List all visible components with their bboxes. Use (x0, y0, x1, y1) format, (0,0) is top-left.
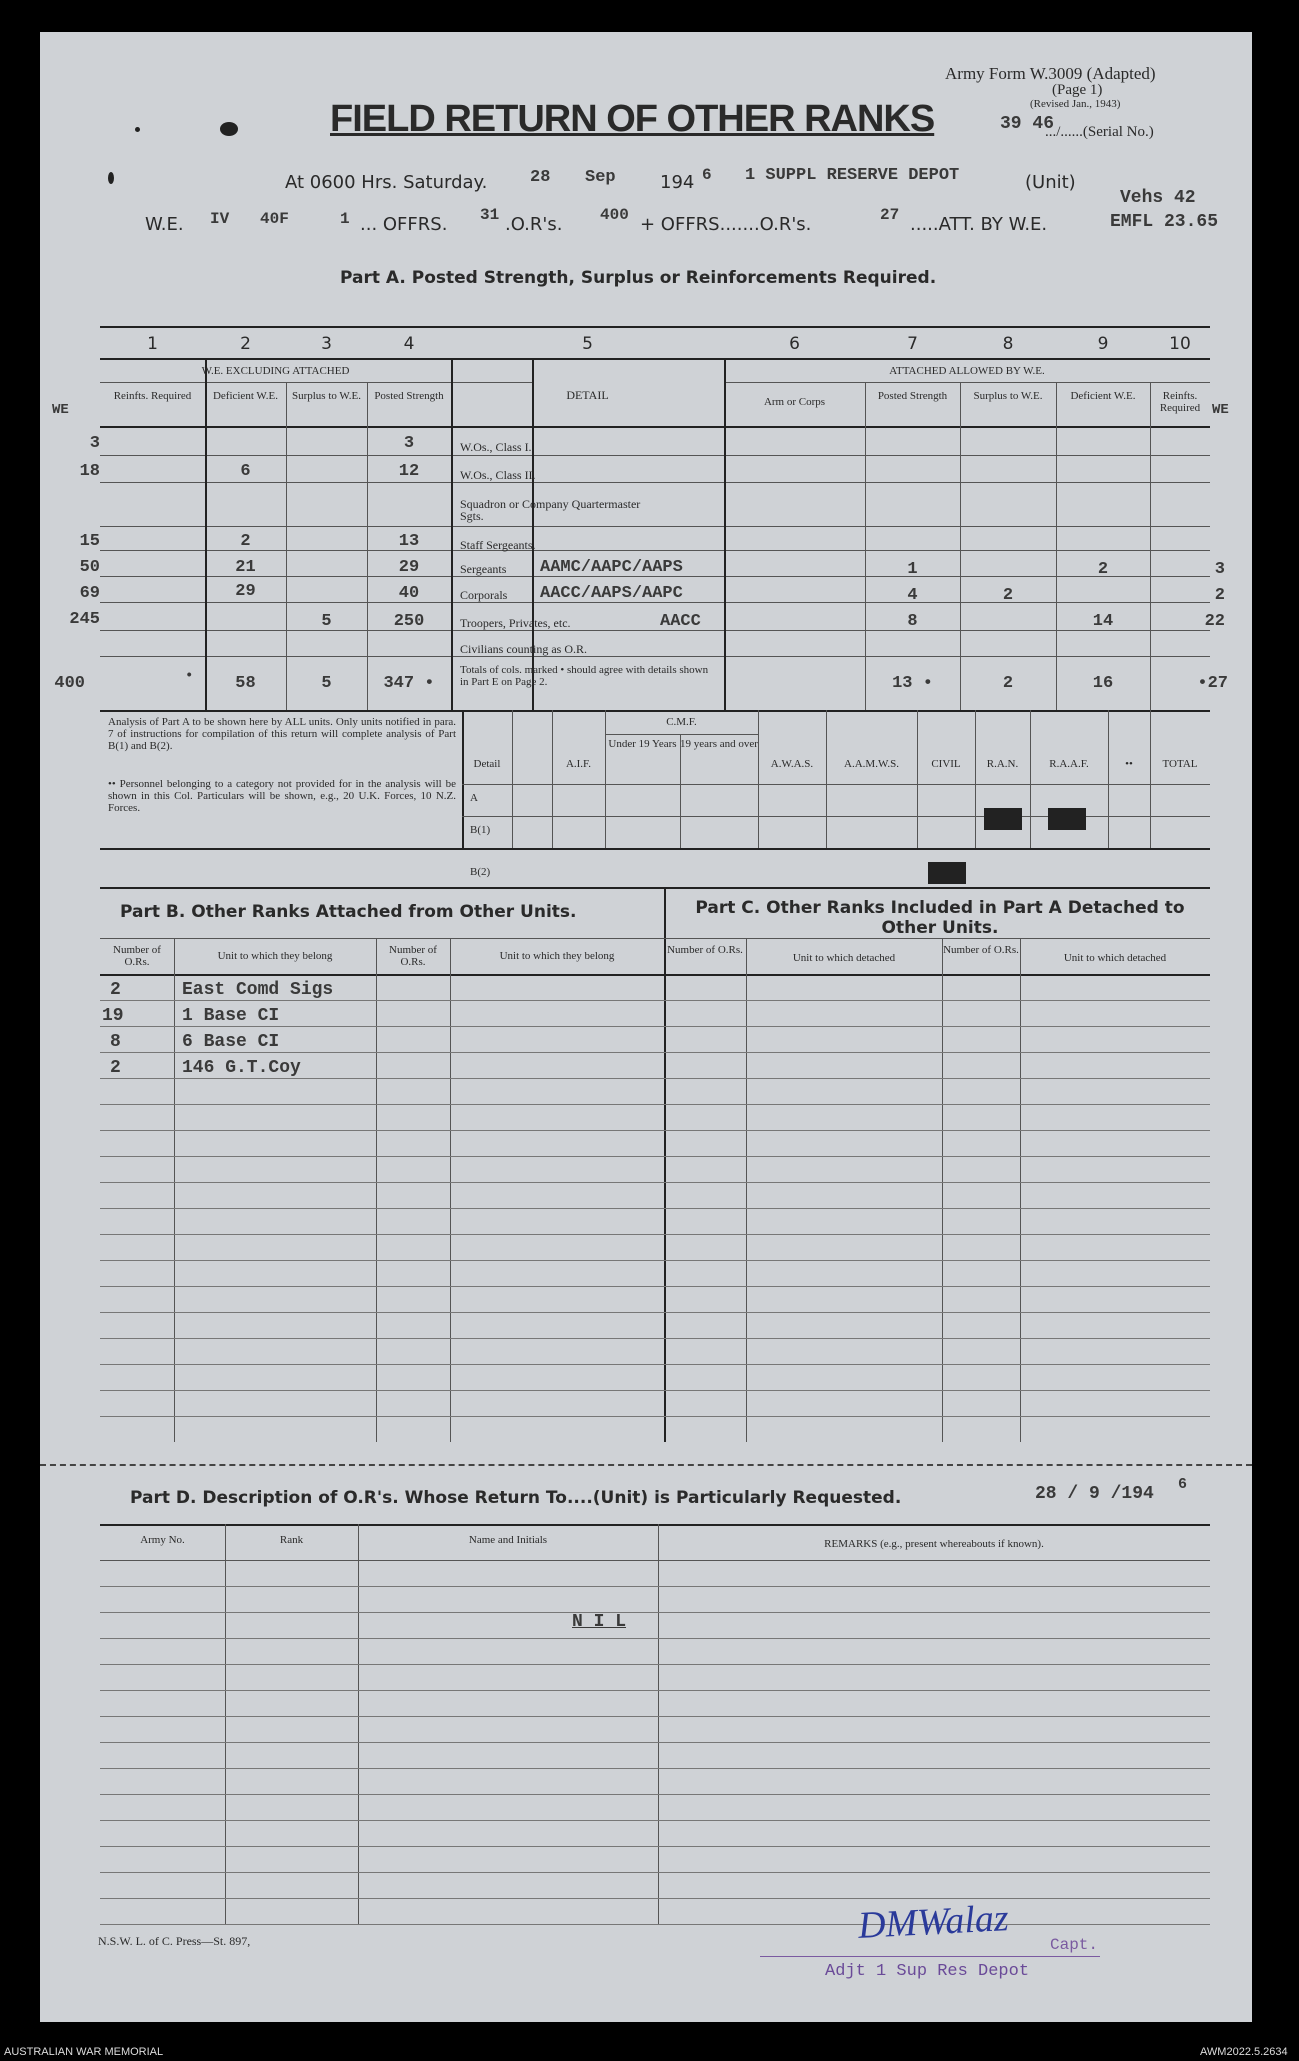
hdr-deficient-we: Deficient W.E. (212, 390, 279, 402)
row-detail: Squadron or Company Quartermaster Sgts. (460, 497, 641, 523)
row-deficient: 29 (235, 582, 256, 601)
part-b-row-num: 2 (110, 980, 121, 1000)
row-posted: 40 (398, 584, 420, 603)
row-deficient: 2 (240, 532, 251, 551)
totals-att-deficient: 16 (1092, 674, 1114, 693)
redaction-block (1048, 808, 1086, 830)
part-d-nil: N I L (572, 1612, 627, 1632)
rule-line (100, 1820, 1210, 1821)
unit-typed: 1 SUPPL RESERVE DEPOT (745, 166, 960, 185)
row-deficient: 6 (240, 462, 251, 481)
totals-surplus: 5 (321, 674, 332, 693)
col-number-2: 2 (240, 334, 251, 354)
rule-line (100, 1338, 1210, 1339)
part-b-title: Part B. Other Ranks Attached from Other Units. (120, 902, 577, 922)
rule-line (100, 1664, 1210, 1665)
part-b-row-unit: 1 Base CI (182, 1006, 280, 1026)
analysis-col-total: TOTAL (1162, 758, 1198, 770)
form-id: Army Form W.3009 (Adapted) (945, 64, 1156, 83)
form-title: FIELD RETURN OF OTHER RANKS (330, 98, 935, 140)
at-line: At 0600 Hrs. Saturday. (285, 172, 488, 193)
part-c-title: Part C. Other Ranks Included in Part A Detached to Other Units. (695, 898, 1185, 938)
row-corps: AACC/AAPS/AAPC (540, 584, 683, 603)
hdr-att-surplus: Surplus to W.E. (973, 390, 1043, 402)
hdr-att-reinfts: Reinfts. Required (1159, 390, 1201, 414)
col-number-7: 7 (907, 334, 918, 354)
day-typed: 28 (530, 168, 551, 187)
rule-line (100, 1312, 1210, 1313)
row-att-reinfts: 3 (1214, 560, 1225, 579)
rule-line (100, 1690, 1210, 1691)
analysis-row-a: A (470, 792, 478, 804)
row-posted: 13 (398, 532, 420, 551)
analysis-cmf-under19: Under 19 Years (608, 738, 677, 750)
row-att-deficient: 2 (1097, 560, 1109, 579)
offrs-label: ... OFFRS. (360, 214, 448, 235)
row-posted: 3 (403, 434, 415, 453)
perforation-line (40, 1464, 1252, 1466)
analysis-col-awas: A.W.A.S. (770, 758, 814, 770)
we-typed-2: 40F (260, 210, 289, 228)
part-b-row-unit: 146 G.T.Coy (182, 1058, 301, 1078)
hdr-posted-strength: Posted Strength (374, 390, 444, 402)
ors-value: 400 (600, 206, 629, 224)
signature-rank: Capt. (1050, 1936, 1099, 1954)
offrs-value: 31 (480, 206, 500, 224)
row-we: 69 (79, 584, 100, 603)
serial-label: .../......(Serial No.) (1045, 124, 1154, 140)
rule-line (100, 1612, 1210, 1613)
rule-line (100, 1052, 1210, 1053)
rule-line (100, 1130, 1210, 1131)
part-c-hdr-unit-2: Unit to which detached (1063, 952, 1167, 964)
hdr-att-deficient: Deficient W.E. (1070, 390, 1136, 402)
rule-line (100, 1924, 1210, 1925)
part-b-row-unit: East Comd Sigs (182, 980, 334, 1000)
totals-att-surplus: 2 (1002, 674, 1014, 693)
analysis-row-b1: B(1) (470, 824, 491, 836)
col-number-8: 8 (1002, 334, 1014, 354)
row-we: 18 (79, 462, 100, 481)
row-detail: W.Os., Class I. (460, 440, 532, 454)
row-we: 3 (89, 434, 100, 453)
signature: DMWalaz (857, 1897, 1010, 1947)
rule-line (100, 1260, 1210, 1261)
rule-line (100, 1390, 1210, 1391)
redaction-block (984, 808, 1022, 830)
rule-line (100, 1078, 1210, 1079)
part-b-hdr-num-2: Number of O.Rs. (389, 944, 437, 968)
row-att-reinfts: 2 (1214, 586, 1225, 605)
part-d-hdr-army-no: Army No. (140, 1534, 185, 1546)
we-col-label-right: WE (1212, 402, 1229, 418)
rule-line (100, 1104, 1210, 1105)
rule-line (100, 1416, 1210, 1417)
att-ors-value: 27 (880, 206, 900, 224)
col-number-1: 1 (147, 334, 158, 354)
month-typed: Sep (585, 168, 616, 187)
totals-deficient: 58 (235, 674, 256, 693)
rule-line (100, 1000, 1210, 1001)
analysis-col-other: •• (1125, 758, 1133, 770)
rule-line (100, 1286, 1210, 1287)
rule-line (100, 1026, 1210, 1027)
redaction-block (928, 862, 966, 884)
archive-id: AWM2022.5.2634 (1200, 2046, 1288, 2058)
punch-hole-mark (220, 122, 238, 136)
part-b-row-num: 8 (110, 1032, 121, 1052)
row-detail: W.Os., Class II. (460, 468, 536, 482)
part-b-row-num: 19 (102, 1006, 124, 1026)
row-posted: 250 (393, 612, 425, 631)
rule-line (100, 1898, 1210, 1899)
archive-credit: AUSTRALIAN WAR MEMORIAL (4, 2046, 164, 2058)
row-att-posted: 1 (907, 560, 918, 579)
totals-we: 400 (54, 674, 85, 693)
row-we: 245 (69, 610, 100, 629)
row-we: 50 (79, 558, 100, 577)
col-number-5: 5 (582, 334, 593, 354)
part-a-title: Part A. Posted Strength, Surplus or Reinforcements Required. (340, 268, 937, 288)
part-c-hdr-num-1: Number of O.Rs. (667, 944, 743, 956)
we-typed-1: IV (210, 210, 230, 228)
col-number-10: 10 (1169, 334, 1191, 354)
att-label: .....ATT. BY W.E. (910, 214, 1048, 235)
analysis-cmf-19over: 19 years and over (680, 738, 758, 750)
press-imprint: N.S.W. L. of C. Press—St. 897, (98, 1934, 251, 1948)
serial-typed: 39 46 (1000, 114, 1055, 134)
row-detail: Sergeants (460, 562, 507, 576)
hdr-arm-corps: Arm or Corps (763, 396, 826, 408)
hdr-surplus-we: Surplus to W.E. (291, 390, 362, 402)
row-att-reinfts: 22 (1204, 612, 1225, 631)
vehs-typed: Vehs 42 (1120, 188, 1196, 208)
rule-line (100, 1234, 1210, 1235)
detail-header: DETAIL (566, 388, 609, 402)
rule-line (100, 1182, 1210, 1183)
row-corps: AAMC/AAPC/AAPS (540, 558, 683, 577)
hdr-reinfts-required: Reinfts. Required (113, 390, 192, 402)
rule-line (100, 1716, 1210, 1717)
analysis-col-aif: A.I.F. (565, 758, 592, 770)
rule-line (100, 1794, 1210, 1795)
row-deficient: 21 (235, 558, 256, 577)
row-posted: 29 (398, 558, 420, 577)
totals-att-posted: 13 • (892, 674, 933, 693)
analysis-col-cmf: C.M.F. (666, 716, 697, 728)
rule-line (100, 1742, 1210, 1743)
plus-offrs-label: + OFFRS.......O.R's. (640, 214, 812, 235)
row-att-surplus: 2 (1002, 586, 1014, 605)
col-number-9: 9 (1097, 334, 1109, 354)
hdr-att-posted-strength: Posted Strength (877, 390, 948, 402)
analysis-note-2: •• Personnel belonging to a category not provided for in the analysis will be shown in this Col. Particulars will be shown, e.g., 20 U.K. Forces, 10 N.Z. Forces. (108, 778, 456, 814)
analysis-row-b2: B(2) (470, 866, 491, 878)
col-number-4: 4 (403, 334, 415, 354)
form-page (40, 32, 1252, 2022)
part-c-hdr-unit-1: Unit to which detached (792, 952, 896, 964)
totals-reinfts: • (185, 668, 194, 684)
we-label: W.E. (145, 214, 184, 235)
analysis-col-aamws: A.A.M.W.S. (844, 758, 899, 770)
totals-detail: Totals of cols. marked • should agree with details shown in Part E on Page 2. (460, 664, 709, 688)
part-b-hdr-unit-1: Unit to which they belong (217, 950, 333, 962)
row-we: 15 (79, 532, 100, 551)
row-posted: 12 (398, 462, 420, 481)
row-surplus: 5 (321, 612, 332, 631)
year-prefix: 194 (660, 172, 695, 193)
group-right-header: ATTACHED ALLOWED BY W.E. (889, 365, 1045, 377)
rule-line (100, 1208, 1210, 1209)
row-corps: AACC (660, 612, 701, 631)
totals-att-reinfts: •27 (1197, 674, 1228, 693)
analysis-detail-header: Detail (473, 758, 501, 770)
we-col-label-left: WE (52, 402, 69, 418)
rule-line (100, 1156, 1210, 1157)
rule-line (100, 1586, 1210, 1587)
part-d-title: Part D. Description of O.R's. Whose Return To....(Unit) is Particularly Requested. (130, 1488, 902, 1508)
rule-line (100, 1364, 1210, 1365)
part-b-row-num: 2 (110, 1058, 121, 1078)
rule-line (100, 1768, 1210, 1769)
emfl-typed: EMFL 23.65 (1110, 212, 1219, 232)
part-d-date: 28 / 9 /194 (1035, 1484, 1154, 1504)
rule-line (100, 1846, 1210, 1847)
ors-label: .O.R's. (505, 214, 563, 235)
revised-date: (Revised Jan., 1943) (1030, 98, 1121, 110)
part-b-hdr-unit-2: Unit to which they belong (499, 950, 615, 962)
part-c-hdr-num-2: Number of O.Rs. (943, 944, 1019, 956)
row-detail: Troopers, Privates, etc. (460, 616, 571, 630)
we-typed-3: 1 (340, 210, 350, 228)
year-digit: 6 (702, 166, 712, 184)
punch-hole-mark (108, 172, 114, 184)
analysis-col-civil: CIVIL (931, 758, 961, 770)
col-number-6: 6 (789, 334, 800, 354)
rule-line (100, 1872, 1210, 1873)
row-detail: Civilians counting as O.R. (460, 642, 587, 656)
analysis-col-raaf: R.A.A.F. (1049, 758, 1089, 770)
adjutant-line: Adjt 1 Sup Res Depot (825, 1962, 1030, 1981)
unit-label: (Unit) (1025, 172, 1076, 193)
row-att-posted: 8 (907, 612, 918, 631)
part-d-hdr-name: Name and Initials (468, 1534, 548, 1546)
part-d-hdr-remarks: REMARKS (e.g., present whereabouts if known). (824, 1538, 1044, 1550)
punch-hole-mark (135, 127, 140, 132)
group-left-header: W.E. EXCLUDING ATTACHED (201, 365, 350, 377)
row-att-posted: 4 (907, 586, 918, 605)
analysis-col-ran: R.A.N. (986, 758, 1019, 770)
totals-posted: 347 • (383, 674, 435, 693)
rule-line (100, 1638, 1210, 1639)
row-detail: Staff Sergeants. (460, 538, 536, 552)
part-b-row-unit: 6 Base CI (182, 1032, 280, 1052)
col-number-3: 3 (321, 334, 332, 354)
analysis-note: Analysis of Part A to be shown here by ALL units. Only units notified in para. 7 of instructions for compilation of this return will complete analysis of Part B(1) and B(2). (108, 716, 456, 752)
part-d-year-digit: 6 (1178, 1476, 1188, 1493)
row-att-deficient: 14 (1092, 612, 1114, 631)
row-detail: Corporals (460, 588, 508, 602)
page-label: (Page 1) (1052, 82, 1103, 98)
part-b-hdr-num-1: Number of O.Rs. (113, 944, 161, 968)
part-d-hdr-rank: Rank (279, 1534, 304, 1546)
